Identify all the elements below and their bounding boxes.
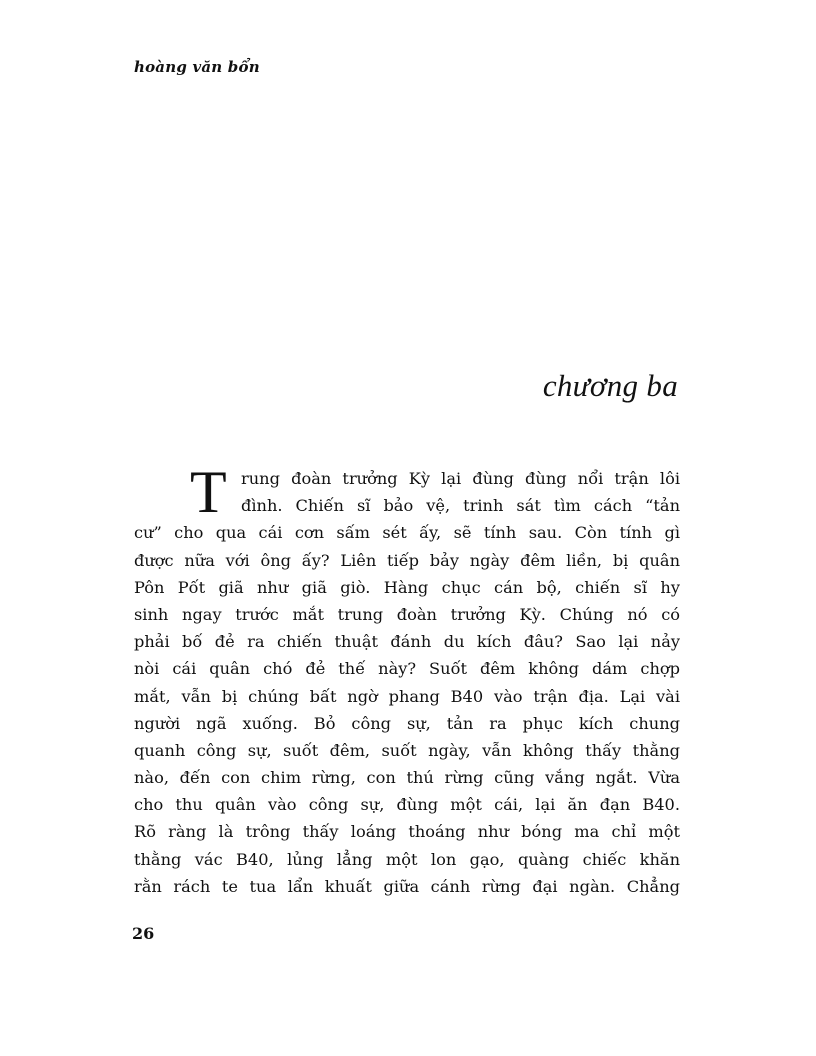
text-line: đình. Chiến sĩ bảo vệ, trinh sát tìm cách “tản <box>241 496 680 516</box>
text-line: nào, đến con chim rừng, con thú rừng cũng vắng ngắt. Vừa <box>134 768 680 788</box>
text-line: nòi cái quân chó đẻ thế này? Suốt đêm không dám chợp <box>134 659 680 679</box>
text-line: Pôn Pốt giã như giã giò. Hàng chục cán bộ, chiến sĩ hy <box>134 577 680 597</box>
page-number: 26 <box>132 924 155 943</box>
text-line: phải bố đẻ ra chiến thuật đánh du kích đâu? Sao lại nảy <box>134 632 680 652</box>
text-line: Rõ ràng là trông thấy loáng thoáng như bóng ma chỉ một <box>134 822 680 842</box>
text-line: mắt, vẫn bị chúng bất ngờ phang B40 vào trận địa. Lại vài <box>134 686 680 706</box>
chapter-title: chương ba <box>542 368 678 403</box>
drop-cap: T <box>190 459 227 525</box>
text-line: rung đoàn trưởng Kỳ lại đùng đùng nổi trận lôi <box>241 469 680 488</box>
text-line: cho thu quân vào công sự, đùng một cái, lại ăn đạn B40. <box>134 795 680 815</box>
text-line: cư” cho qua cái cơn sấm sét ấy, sẽ tính sau. Còn tính gì <box>134 523 680 543</box>
body-text <box>134 459 680 900</box>
text-line: được nữa với ông ấy? Liên tiếp bảy ngày đêm liền, bị quân <box>134 550 680 570</box>
text-line: người ngã xuống. Bỏ công sự, tản ra phục kích chung <box>134 713 680 733</box>
running-header: hoàng văn bổn <box>134 58 260 76</box>
text-line: thằng vác B40, lủng lẳng một lon gạo, quàng chiếc khăn <box>134 849 680 869</box>
text-line: rằn rách te tua lẩn khuất giữa cánh rừng đại ngàn. Chẳng <box>134 876 680 896</box>
text-line: quanh công sự, suốt đêm, suốt ngày, vẫn không thấy thằng <box>134 740 680 760</box>
text-line: sinh ngay trước mắt trung đoàn trưởng Kỳ. Chúng nó có <box>134 604 680 624</box>
